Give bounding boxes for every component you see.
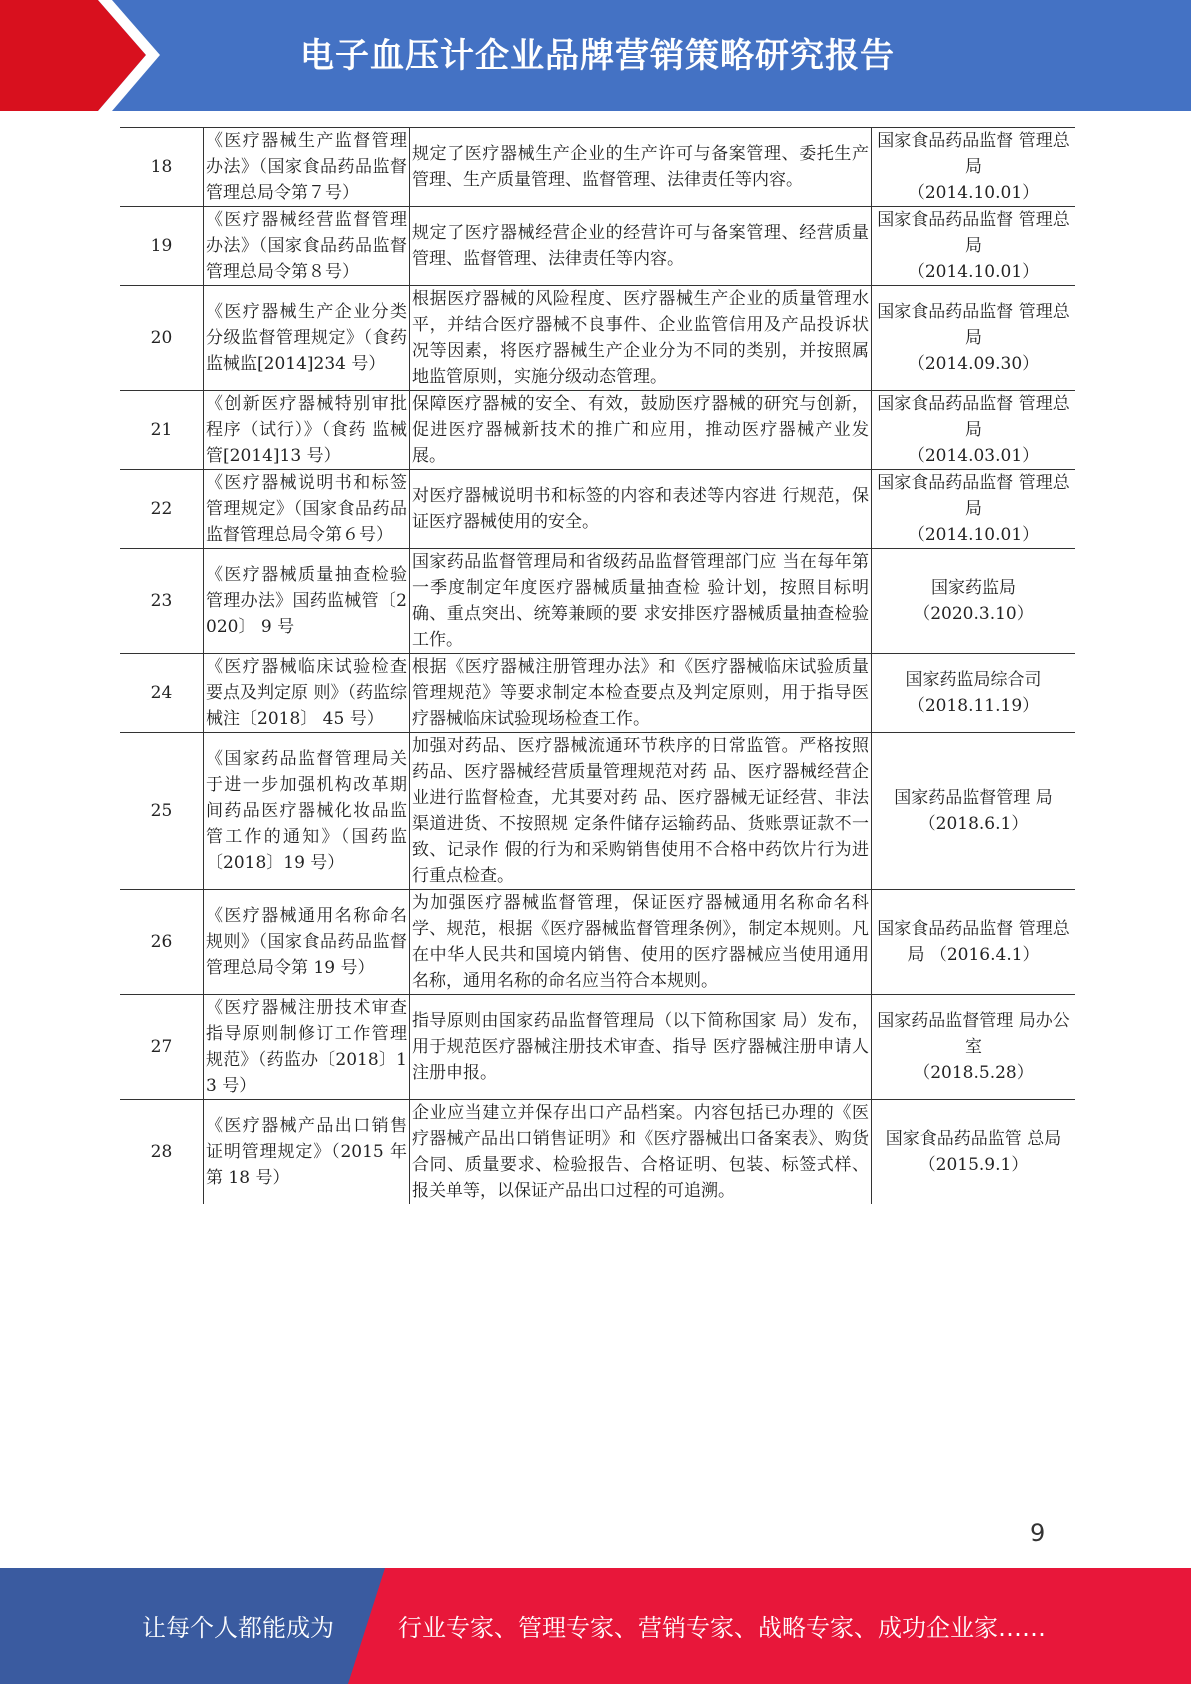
regulation-name: 《医疗器械通用名称命名规则》（国家食品药品监督管理总局令第 19 号） <box>204 890 410 995</box>
table-row <box>120 1100 1075 1205</box>
row-number: 18 <box>120 128 204 207</box>
regulation-description: 加强对药品、医疗器械流通环节秩序的日常监管。严格按照药品、医疗器械经营质量管理规范对药 品、医疗器械经营企业进行监督检查，尤其要对药 品、医疗器械无证经营、非法渠道进货、不按照规 定条件储存运输药品、货账票证款不一致、记录作 假的行为和采购销售使用不合格中药饮片行为进 行重点检查。 <box>410 733 872 890</box>
regulation-name: 《创新医疗器械特别审批程序（试行）》（食药 监械管[2014]13 号） <box>204 391 410 470</box>
row-number: 20 <box>120 286 204 391</box>
row-number: 26 <box>120 890 204 995</box>
row-number: 23 <box>120 549 204 654</box>
authority-name: 国家食品药品监督 管理总局 <box>877 473 1070 519</box>
authority-name: 国家药监局综合司 <box>905 670 1042 690</box>
regulation-table <box>120 127 1075 1204</box>
page-footer <box>0 1568 1191 1684</box>
regulation-description: 为加强医疗器械监督管理，保证医疗器械通用名称命名科学、规范，根据《医疗器械监督管理条例》，制定本规则。凡在中华人民共和国境内销售、使用的医疗器械应当使用通用名称，通用名称的命名应当符合本规则。 <box>410 890 872 995</box>
table-row <box>120 654 1075 733</box>
regulation-description: 根据《医疗器械注册管理办法》和《医疗器械临床试验质量管理规范》等要求制定本检查要点及判定原则，用于指导医疗器械临床试验现场检查工作。 <box>410 654 872 733</box>
issuing-authority <box>872 207 1076 286</box>
regulation-name: 《医疗器械生产企业分类分级监督管理规定》（食药监械监[2014]234 号） <box>204 286 410 391</box>
table-row <box>120 549 1075 654</box>
table-row <box>120 470 1075 549</box>
regulation-name: 《医疗器械说明书和标签管理规定》（国家食品药品监督管理总局令第６号） <box>204 470 410 549</box>
authority-name: 国家药品监督管理 局 <box>894 788 1053 808</box>
effective-date: （2014.03.01） <box>907 446 1040 466</box>
row-number: 21 <box>120 391 204 470</box>
regulation-description: 对医疗器械说明书和标签的内容和表述等内容进 行规范，保证医疗器械使用的安全。 <box>410 470 872 549</box>
authority-name: 国家食品药品监督 管理总局 （2016.4.1） <box>877 919 1070 965</box>
row-number: 25 <box>120 733 204 890</box>
authority-name: 国家食品药品监督 管理总局 <box>877 210 1070 256</box>
regulation-description: 规定了医疗器械生产企业的生产许可与备案管理、委托生产管理、生产质量管理、监督管理、法律责任等内容。 <box>410 128 872 207</box>
authority-name: 国家食品药品监督 管理总局 <box>877 394 1070 440</box>
page-header <box>0 0 1191 111</box>
regulation-name: 《医疗器械临床试验检查要点及判定原 则》（药监综械注〔2018〕 45 号） <box>204 654 410 733</box>
regulation-table-container <box>120 127 1072 1204</box>
table-row <box>120 733 1075 890</box>
effective-date: （2014.10.01） <box>907 525 1040 545</box>
issuing-authority <box>872 286 1076 391</box>
issuing-authority <box>872 995 1076 1100</box>
footer-slogan-left: 让每个人都能成为 <box>142 1614 334 1642</box>
row-number: 19 <box>120 207 204 286</box>
issuing-authority <box>872 128 1076 207</box>
effective-date: （2018.11.19） <box>907 696 1040 716</box>
effective-date: （2015.9.1） <box>918 1155 1029 1175</box>
regulation-name: 《国家药品监督管理局关于进一步加强机构改革期间药品医疗器械化妆品监管工作的通知》（国药监〔2018〕19 号） <box>204 733 410 890</box>
table-row <box>120 207 1075 286</box>
table-row <box>120 128 1075 207</box>
page-number: 9 <box>1030 1519 1046 1547</box>
regulation-name: 《医疗器械质量抽查检验管理办法》国药监械管〔2020〕 9 号 <box>204 549 410 654</box>
regulation-description: 根据医疗器械的风险程度、医疗器械生产企业的质量管理水平，并结合医疗器械不良事件、企业监管信用及产品投诉状况等因素，将医疗器械生产企业分为不同的类别，并按照属地监管原则，实施分级动态管理。 <box>410 286 872 391</box>
issuing-authority <box>872 391 1076 470</box>
row-number: 24 <box>120 654 204 733</box>
authority-name: 国家食品药品监管 总局 <box>885 1129 1062 1149</box>
regulation-table-body <box>120 128 1075 1205</box>
regulation-name: 《医疗器械注册技术审查指导原则制修订工作管理规范》（药监办〔2018〕13 号） <box>204 995 410 1100</box>
regulation-description: 国家药品监督管理局和省级药品监督管理部门应 当在每年第一季度制定年度医疗器械质量抽查检 验计划，按照目标明确、重点突出、统筹兼顾的要 求安排医疗器械质量抽查检验工作。 <box>410 549 872 654</box>
issuing-authority <box>872 890 1076 995</box>
footer-slogan-right: 行业专家、管理专家、营销专家、战略专家、成功企业家…… <box>398 1614 1046 1642</box>
effective-date: （2014.10.01） <box>907 183 1040 203</box>
issuing-authority <box>872 1100 1076 1205</box>
table-row <box>120 995 1075 1100</box>
table-row <box>120 890 1075 995</box>
effective-date: （2014.10.01） <box>907 262 1040 282</box>
row-number: 27 <box>120 995 204 1100</box>
issuing-authority <box>872 654 1076 733</box>
issuing-authority <box>872 470 1076 549</box>
regulation-name: 《医疗器械生产监督管理办法》（国家食品药品监督管理总局令第７号） <box>204 128 410 207</box>
regulation-description: 指导原则由国家药品监督管理局（以下简称国家 局）发布，用于规范医疗器械注册技术审查、指导 医疗器械注册申请人注册申报。 <box>410 995 872 1100</box>
effective-date: （2014.09.30） <box>907 354 1040 374</box>
table-row <box>120 286 1075 391</box>
issuing-authority <box>872 733 1076 890</box>
effective-date: （2018.6.1） <box>918 814 1029 834</box>
row-number: 28 <box>120 1100 204 1205</box>
regulation-description: 保障医疗器械的安全、有效，鼓励医疗器械的研究与创新，促进医疗器械新技术的推广和应用，推动医疗器械产业发展。 <box>410 391 872 470</box>
issuing-authority <box>872 549 1076 654</box>
effective-date: （2020.3.10） <box>913 604 1034 624</box>
authority-name: 国家食品药品监督 管理总局 <box>877 131 1070 177</box>
authority-name: 国家药监局 <box>931 578 1016 598</box>
table-row <box>120 391 1075 470</box>
regulation-name: 《医疗器械产品出口销售证明管理规定》（2015 年第 18 号） <box>204 1100 410 1205</box>
authority-name: 国家食品药品监督 管理总局 <box>877 302 1070 348</box>
regulation-name: 《医疗器械经营监督管理办法》（国家食品药品监督管理总局令第８号） <box>204 207 410 286</box>
effective-date: （2018.5.28） <box>913 1063 1034 1083</box>
document-title: 电子血压计企业品牌营销策略研究报告 <box>300 36 895 76</box>
authority-name: 国家药品监督管理 局办公室 <box>877 1011 1070 1057</box>
regulation-description: 企业应当建立并保存出口产品档案。内容包括已办理的《医疗器械产品出口销售证明》和《医疗器械出口备案表》、购货合同、质量要求、检验报告、合格证明、包装、标签式样、报关单等，以保证产品出口过程的可追溯。 <box>410 1100 872 1205</box>
regulation-description: 规定了医疗器械经营企业的经营许可与备案管理、经营质量管理、监督管理、法律责任等内容。 <box>410 207 872 286</box>
row-number: 22 <box>120 470 204 549</box>
